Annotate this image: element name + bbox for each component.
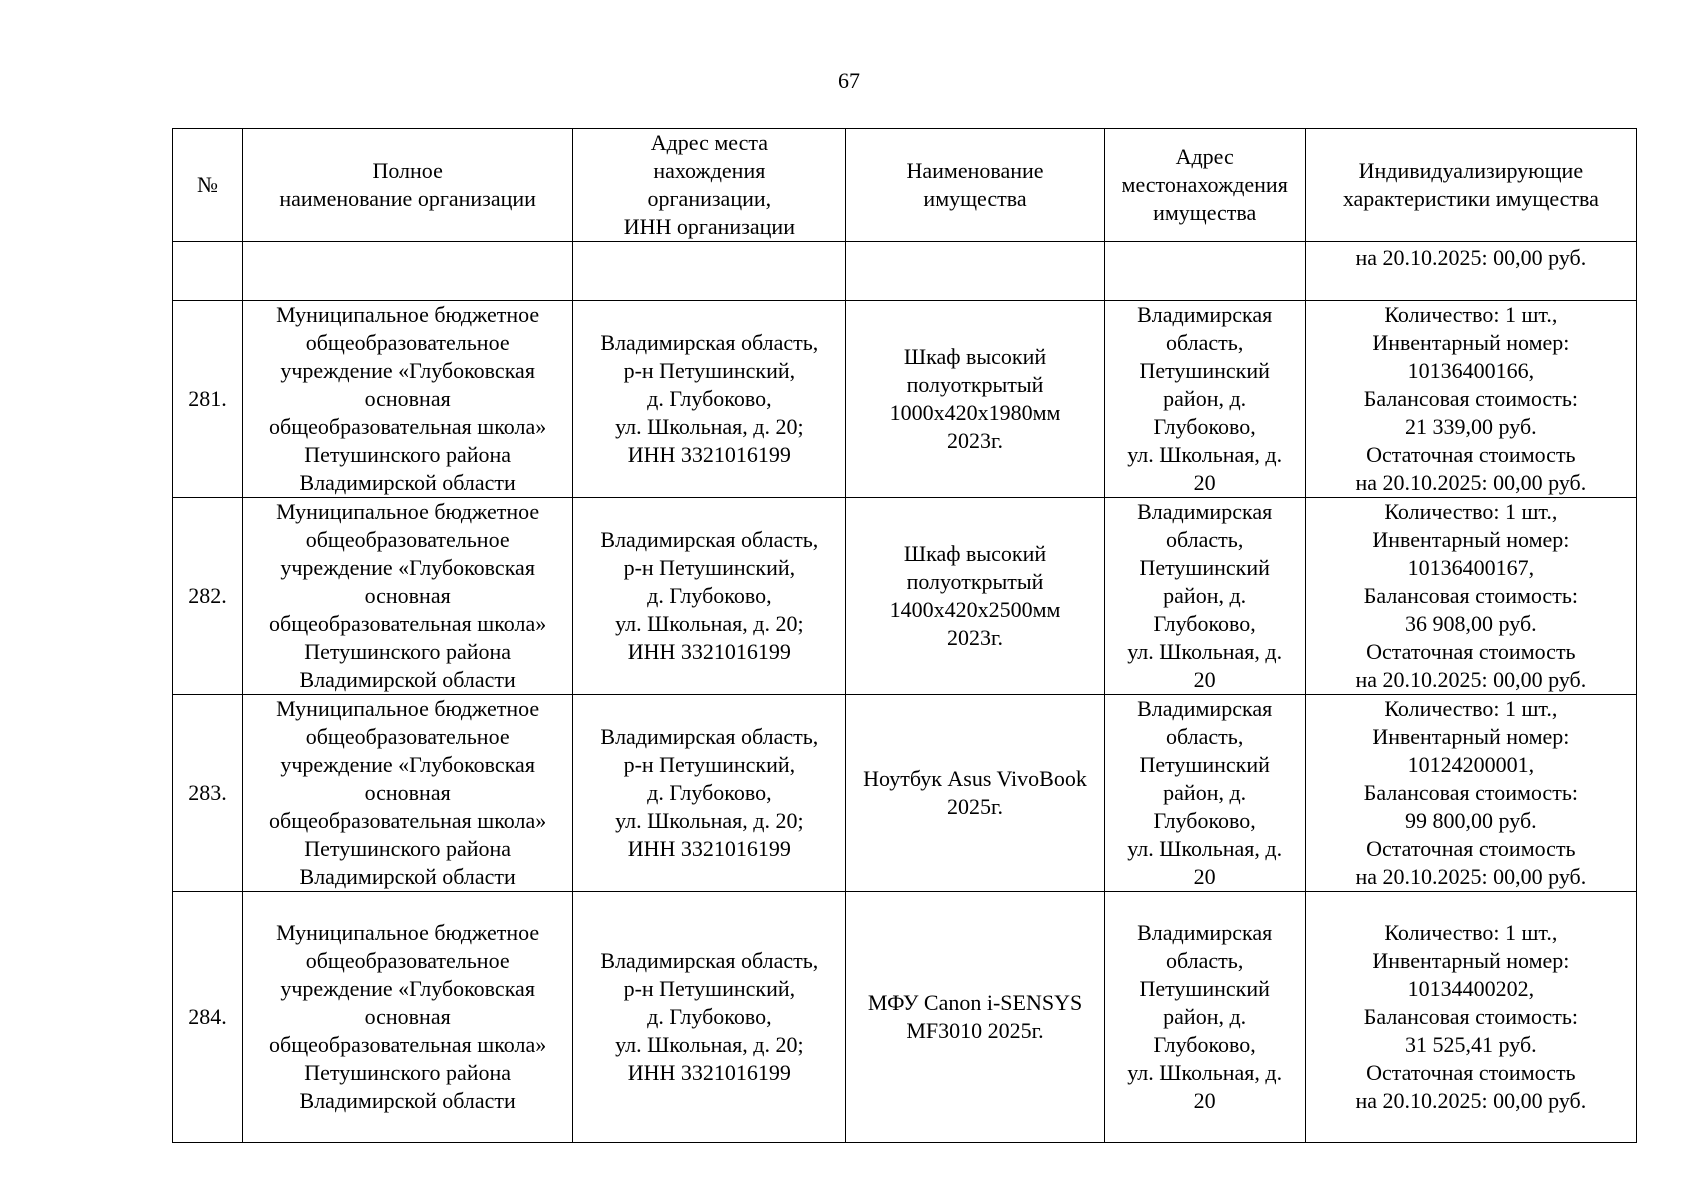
carry-item-cell xyxy=(846,242,1104,301)
carry-number-cell xyxy=(173,242,243,301)
header-item-location: Адрес местонахождения имущества xyxy=(1104,129,1305,242)
carry-organization-cell xyxy=(243,242,573,301)
carry-characteristics-cell: на 20.10.2025: 00,00 руб. xyxy=(1305,242,1636,301)
item-location: Владимирская область, Петушинский район, д. Глубоково, ул. Школьная, д. 20 xyxy=(1104,301,1305,498)
header-characteristics: Индивидуализирующие характеристики имущества xyxy=(1305,129,1636,242)
item-location: Владимирская область, Петушинский район, д. Глубоково, ул. Школьная, д. 20 xyxy=(1104,498,1305,695)
organization-name: Муниципальное бюджетное общеобразовательное учреждение «Глубоковская основная общеобразовательная школа» Петушинского района Владимирской области xyxy=(243,301,573,498)
carry-org-address-cell xyxy=(573,242,846,301)
organization-address: Владимирская область, р-н Петушинский, д. Глубоково, ул. Школьная, д. 20; ИНН 3321016199 xyxy=(573,301,846,498)
table-row xyxy=(173,695,1637,892)
table-row xyxy=(173,301,1637,498)
item-characteristics: Количество: 1 шт., Инвентарный номер: 10136400166, Балансовая стоимость: 21 339,00 руб. Остаточная стоимость на 20.10.2025: 00,00 руб. xyxy=(1305,301,1636,498)
item-name: Ноутбук Asus VivoBook 2025г. xyxy=(846,695,1104,892)
organization-address: Владимирская область, р-н Петушинский, д. Глубоково, ул. Школьная, д. 20; ИНН 3321016199 xyxy=(573,695,846,892)
table-row xyxy=(173,498,1637,695)
header-item-name: Наименование имущества xyxy=(846,129,1104,242)
organization-name: Муниципальное бюджетное общеобразовательное учреждение «Глубоковская основная общеобразовательная школа» Петушинского района Владимирской области xyxy=(243,498,573,695)
row-number: 282. xyxy=(173,498,243,695)
header-org-address: Адрес места нахождения организации, ИНН организации xyxy=(573,129,846,242)
page-number: 67 xyxy=(838,68,860,93)
item-name: Шкаф высокий полуоткрытый 1400х420х2500мм 2023г. xyxy=(846,498,1104,695)
table-row xyxy=(173,892,1637,1143)
carry-location-cell xyxy=(1104,242,1305,301)
table-header-row xyxy=(173,129,1637,242)
property-register-table xyxy=(172,128,1637,1143)
row-number: 284. xyxy=(173,892,243,1143)
carry-over-row xyxy=(173,242,1637,301)
item-characteristics: Количество: 1 шт., Инвентарный номер: 10136400167, Балансовая стоимость: 36 908,00 руб. Остаточная стоимость на 20.10.2025: 00,00 руб. xyxy=(1305,498,1636,695)
item-characteristics: Количество: 1 шт., Инвентарный номер: 10124200001, Балансовая стоимость: 99 800,00 руб. Остаточная стоимость на 20.10.2025: 00,00 руб. xyxy=(1305,695,1636,892)
item-location: Владимирская область, Петушинский район, д. Глубоково, ул. Школьная, д. 20 xyxy=(1104,892,1305,1143)
item-characteristics: Количество: 1 шт., Инвентарный номер: 10134400202, Балансовая стоимость: 31 525,41 руб. Остаточная стоимость на 20.10.2025: 00,00 руб. xyxy=(1305,892,1636,1143)
header-number: № xyxy=(173,129,243,242)
row-number: 281. xyxy=(173,301,243,498)
item-name: МФУ Canon i-SENSYS MF3010 2025г. xyxy=(846,892,1104,1143)
organization-address: Владимирская область, р-н Петушинский, д. Глубоково, ул. Школьная, д. 20; ИНН 3321016199 xyxy=(573,892,846,1143)
header-organization: Полное наименование организации xyxy=(243,129,573,242)
organization-name: Муниципальное бюджетное общеобразовательное учреждение «Глубоковская основная общеобразовательная школа» Петушинского района Владимирской области xyxy=(243,695,573,892)
organization-name: Муниципальное бюджетное общеобразовательное учреждение «Глубоковская основная общеобразовательная школа» Петушинского района Владимирской области xyxy=(243,892,573,1143)
item-location: Владимирская область, Петушинский район, д. Глубоково, ул. Школьная, д. 20 xyxy=(1104,695,1305,892)
item-name: Шкаф высокий полуоткрытый 1000х420х1980мм 2023г. xyxy=(846,301,1104,498)
row-number: 283. xyxy=(173,695,243,892)
organization-address: Владимирская область, р-н Петушинский, д. Глубоково, ул. Школьная, д. 20; ИНН 3321016199 xyxy=(573,498,846,695)
